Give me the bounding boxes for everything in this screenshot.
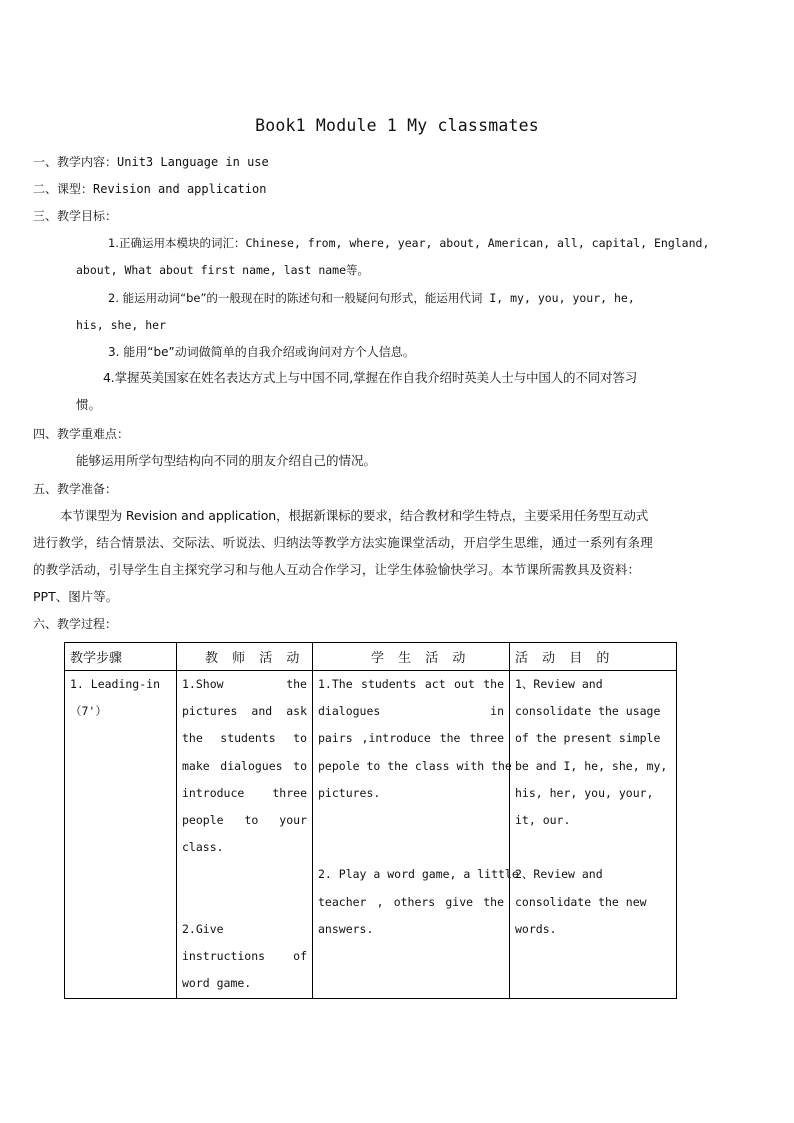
purpose-line: consolidate the new: [515, 894, 647, 909]
student-line: teacher , others give the: [318, 894, 504, 909]
objective-1-words-cont: about, What about first name, last name: [76, 263, 347, 277]
teacher-line: make dialogues to: [182, 758, 307, 773]
section-2-label: 课型：: [57, 182, 94, 196]
student-line: pepole to the class with the: [318, 758, 512, 773]
cell-purpose: [510, 671, 677, 999]
purpose-line: of the present simple: [515, 731, 661, 746]
teacher-line: the students to: [182, 731, 307, 746]
section-3: [33, 208, 117, 224]
section-1-value: Unit3 Language in use: [117, 155, 269, 169]
objective-4-line-2: 惯。: [76, 397, 102, 412]
cell-student-activity: [313, 671, 519, 999]
section-4-number: 四、: [33, 427, 58, 441]
objective-1-words: Chinese, from, where, year, about, American, all, capital, England,: [245, 236, 710, 250]
prep-line-2: 进行教学，结合情景法、交际法、听说法、归纳法等教学方法实施课堂活动，开启学生思维，通过一系列有条理: [33, 535, 653, 550]
header-teacher-activity: 教 师 活 动: [177, 643, 313, 671]
objective-4-line-1: 4.掌握英美国家在姓名表达方式上与中国不同,掌握在作自我介绍时英美人士与中国人的不同对答习: [103, 370, 638, 385]
purpose-line: his, her, you, your,: [515, 785, 654, 800]
objective-1-intro: 1.正确运用本模块的词汇：: [108, 236, 246, 250]
objective-1-line-2: [76, 262, 369, 278]
section-5-number: 五、: [33, 482, 58, 496]
student-line: 2. Play a word game, a little: [318, 867, 519, 882]
section-1-label: 教学内容：: [57, 155, 118, 169]
objective-1-end: 等。: [346, 263, 370, 277]
section-2-number: 二、: [33, 182, 58, 196]
student-line: answers.: [318, 921, 374, 936]
purpose-line: it, our.: [515, 812, 571, 827]
header-purpose: 活 动 目 的: [510, 643, 677, 671]
student-line: dialogues in: [318, 704, 504, 719]
header-student-activity: 学 生 活 动: [313, 643, 510, 671]
teacher-line: 1.Show the: [182, 677, 307, 691]
objective-3: 3. 能用“be”动词做简单的自我介绍或询问对方个人信息。: [108, 345, 415, 359]
purpose-line: 2、Review and: [515, 867, 603, 882]
objective-2-pronouns: I, my, you, your, he,: [489, 291, 635, 305]
section-4-label: 教学重难点：: [57, 427, 130, 441]
purpose-line: [515, 834, 671, 861]
teaching-process-table: [64, 642, 677, 999]
student-line: 1.The students act out the: [318, 677, 504, 691]
section-1: [33, 154, 269, 170]
purpose-line: words.: [515, 921, 557, 936]
objective-2-line-1: [108, 290, 635, 306]
student-line: [318, 807, 504, 834]
step-duration: （7'）: [70, 704, 107, 719]
teacher-line: class.: [182, 840, 224, 855]
prep-line-4: PPT、图片等。: [33, 589, 119, 604]
section-6-number: 六、: [33, 617, 58, 631]
teacher-line: word game.: [182, 976, 252, 991]
header-step: 教学步骤: [65, 643, 177, 671]
objective-2-pronouns-cont: his, she, her: [76, 318, 167, 332]
teacher-line: [182, 889, 307, 916]
section-2-value: Revision and application: [93, 182, 267, 196]
teacher-line: [182, 861, 307, 888]
purpose-line: be and I, he, she, my,: [515, 758, 668, 773]
section-1-number: 一、: [33, 155, 58, 169]
objective-2-line-2: [76, 317, 166, 333]
teacher-line: introduce three: [182, 785, 307, 800]
table-row: [65, 671, 677, 999]
section-3-label: 教学目标：: [57, 209, 118, 223]
objective-1-line-1: [108, 235, 709, 251]
cell-step: [65, 671, 177, 999]
prep-line-1: 本节课型为 Revision and application，根据新课标的要求，结合教材和学生特点，主要采用任务型互动式: [60, 508, 649, 523]
teacher-line: instructions of: [182, 948, 307, 963]
table-header-row: [65, 643, 677, 671]
section-5: [33, 481, 117, 497]
section-6: [33, 616, 117, 632]
cell-teacher-activity: [177, 671, 313, 999]
section-3-number: 三、: [33, 209, 58, 223]
section-5-label: 教学准备：: [57, 482, 118, 496]
document-title: Book1 Module 1 My classmates: [255, 116, 539, 135]
student-line: pairs ,introduce the three: [318, 731, 504, 746]
section-6-label: 教学过程：: [57, 617, 118, 631]
teacher-line: 2.Give: [182, 921, 224, 936]
step-name: 1. Leading-in: [70, 677, 161, 691]
section-4: [33, 426, 129, 442]
section-4-text: 能够运用所学句型结构向不同的朋友介绍自己的情况。: [76, 453, 377, 468]
teacher-line: pictures and ask: [182, 704, 307, 719]
prep-line-3: 的教学活动，引导学生自主探究学习和与他人互动合作学习，让学生体验愉快学习。本节课所需教具及资料：: [33, 562, 641, 577]
student-line: [318, 834, 504, 861]
student-line: pictures.: [318, 785, 381, 800]
teacher-line: people to your: [182, 812, 307, 827]
purpose-line: consolidate the usage: [515, 704, 661, 719]
purpose-line: 1、Review and: [515, 677, 603, 691]
section-2: [33, 181, 266, 197]
objective-2-text: 2. 能运用动词“be”的一般现在时的陈述句和一般疑问句形式，能运用代词: [108, 291, 483, 305]
